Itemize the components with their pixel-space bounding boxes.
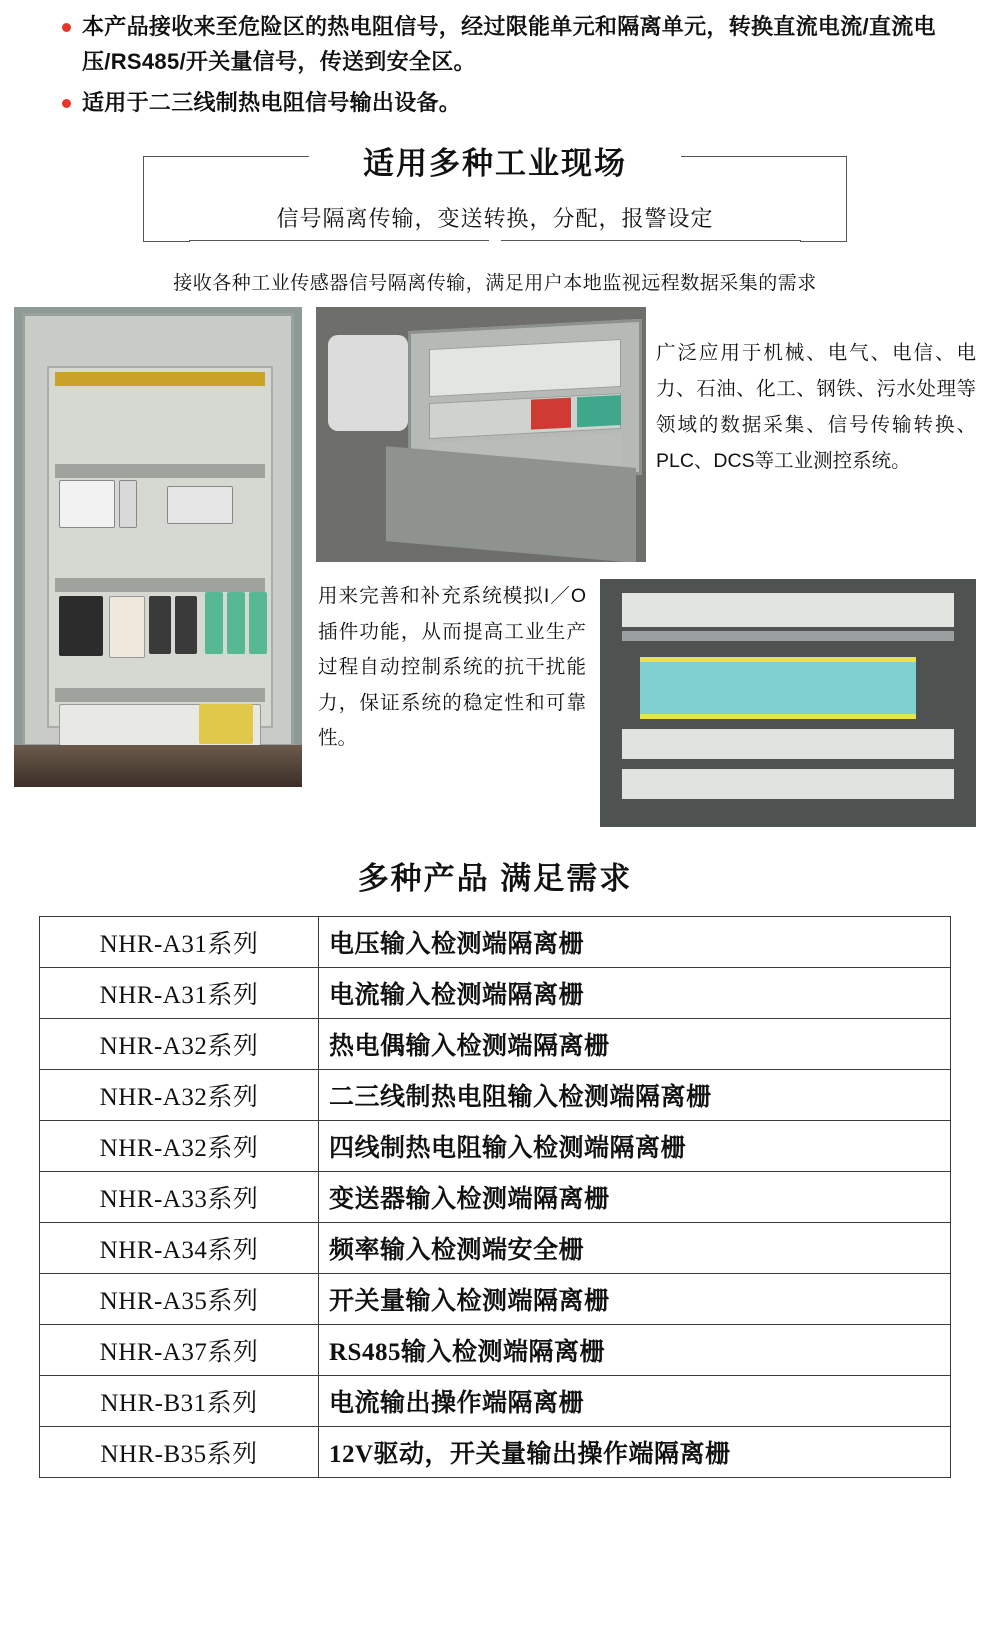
relay-module: [109, 596, 145, 658]
product-model: NHR-A37系列: [40, 1325, 319, 1376]
bracket-line: [501, 240, 801, 241]
product-model: NHR-A31系列: [40, 917, 319, 968]
table-row: [40, 1274, 951, 1325]
products-title: 多种产品 满足需求: [357, 861, 633, 897]
contactor-module: [59, 596, 103, 656]
terminal-row: [622, 729, 954, 759]
product-desc: 12V驱动，开关量输出操作端隔离栅: [319, 1427, 951, 1478]
section-heading-block: [0, 146, 990, 264]
panel-module-row: [429, 339, 621, 397]
bracket-line: [189, 240, 489, 241]
table-row: [40, 1121, 951, 1172]
product-desc: 电流输入检测端隔离栅: [319, 968, 951, 1019]
product-desc: RS485输入检测端隔离栅: [319, 1325, 951, 1376]
cable-bundle: [328, 335, 408, 431]
bullet-text: 适用于二三线制热电阻信号输出设备。: [82, 89, 462, 115]
product-model: NHR-A31系列: [40, 968, 319, 1019]
product-desc: 电压输入检测端隔离栅: [319, 917, 951, 968]
terminal-block-yellow: [199, 704, 253, 744]
cabinet-rail: [55, 688, 265, 702]
bullet-dot-icon: [62, 23, 71, 32]
cabinet-rail: [55, 372, 265, 386]
din-rail: [622, 631, 954, 641]
photo-collage: [0, 307, 990, 827]
section-description: 接收各种工业传感器信号隔离传输，满足用户本地监视远程数据采集的需求: [173, 273, 817, 295]
table-row: [40, 1325, 951, 1376]
table-row: [40, 917, 951, 968]
table-row: [40, 1070, 951, 1121]
bullet-text: 本产品接收来至危险区的热电阻信号，经过限能单元和隔离单元，转换直流电流/直流电压/RS485/开关量信号，传送到安全区。: [82, 14, 936, 74]
intro-bullet-list: [0, 0, 990, 120]
section-title: 适用多种工业现场: [363, 146, 627, 182]
system-benefit-text: 用来完善和补充系统模拟I／O插件功能，从而提高工业生产过程自动控制系统的抗干扰能力，保证系统的稳定性和可靠性。: [318, 585, 586, 750]
list-item: [62, 10, 950, 80]
product-table-body: [40, 917, 951, 1478]
bullet-dot-icon: [62, 99, 71, 108]
isolator-module: [227, 592, 245, 654]
terminal-rack-photo: [600, 579, 976, 827]
cabinet-rail: [55, 464, 265, 478]
section-subtitle: 信号隔离传输，变送转换，分配，报警设定: [276, 206, 714, 232]
product-desc: 开关量输入检测端隔离栅: [319, 1274, 951, 1325]
cabinet-rail: [55, 578, 265, 592]
table-row: [40, 1019, 951, 1070]
application-fields-text: 广泛应用于机械、电气、电信、电力、石油、化工、钢铁、污水处理等领域的数据采集、信号传输转换、PLC、DCS等工业测控系统。: [656, 342, 976, 473]
cabinet-base: [14, 745, 302, 787]
table-row: [40, 1223, 951, 1274]
distribution-box-photo: [316, 307, 646, 562]
product-desc: 四线制热电阻输入检测端隔离栅: [319, 1121, 951, 1172]
power-supply-module: [167, 486, 233, 524]
table-row: [40, 1427, 951, 1478]
product-model: NHR-A32系列: [40, 1019, 319, 1070]
product-desc: 变送器输入检测端隔离栅: [319, 1172, 951, 1223]
breaker-module: [119, 480, 137, 528]
terminal-row: [622, 593, 954, 627]
relay-module: [149, 596, 171, 654]
cabinet-interior: [47, 366, 273, 728]
control-cabinet-photo: [14, 307, 302, 787]
product-table: [39, 916, 951, 1478]
product-model: NHR-A33系列: [40, 1172, 319, 1223]
product-model: NHR-A32系列: [40, 1070, 319, 1121]
product-desc: 二三线制热电阻输入检测端隔离栅: [319, 1070, 951, 1121]
product-model: NHR-A35系列: [40, 1274, 319, 1325]
breaker-module: [59, 480, 115, 528]
list-item: [62, 86, 950, 121]
table-row: [40, 1376, 951, 1427]
cabinet-body: [22, 313, 294, 747]
table-row: [40, 968, 951, 1019]
product-desc: 频率输入检测端安全栅: [319, 1223, 951, 1274]
product-model: NHR-A34系列: [40, 1223, 319, 1274]
relay-module: [175, 596, 197, 654]
terminal-row: [622, 769, 954, 799]
plc-module: [531, 398, 571, 430]
isolator-module: [577, 395, 621, 427]
isolator-module: [205, 592, 223, 654]
table-row: [40, 1172, 951, 1223]
module-bank: [640, 657, 916, 719]
product-desc: 电流输出操作端隔离栅: [319, 1376, 951, 1427]
product-desc: 热电偶输入检测端隔离栅: [319, 1019, 951, 1070]
panel-base: [386, 446, 636, 562]
product-model: NHR-A32系列: [40, 1121, 319, 1172]
product-model: NHR-B35系列: [40, 1427, 319, 1478]
isolator-module: [249, 592, 267, 654]
product-model: NHR-B31系列: [40, 1376, 319, 1427]
